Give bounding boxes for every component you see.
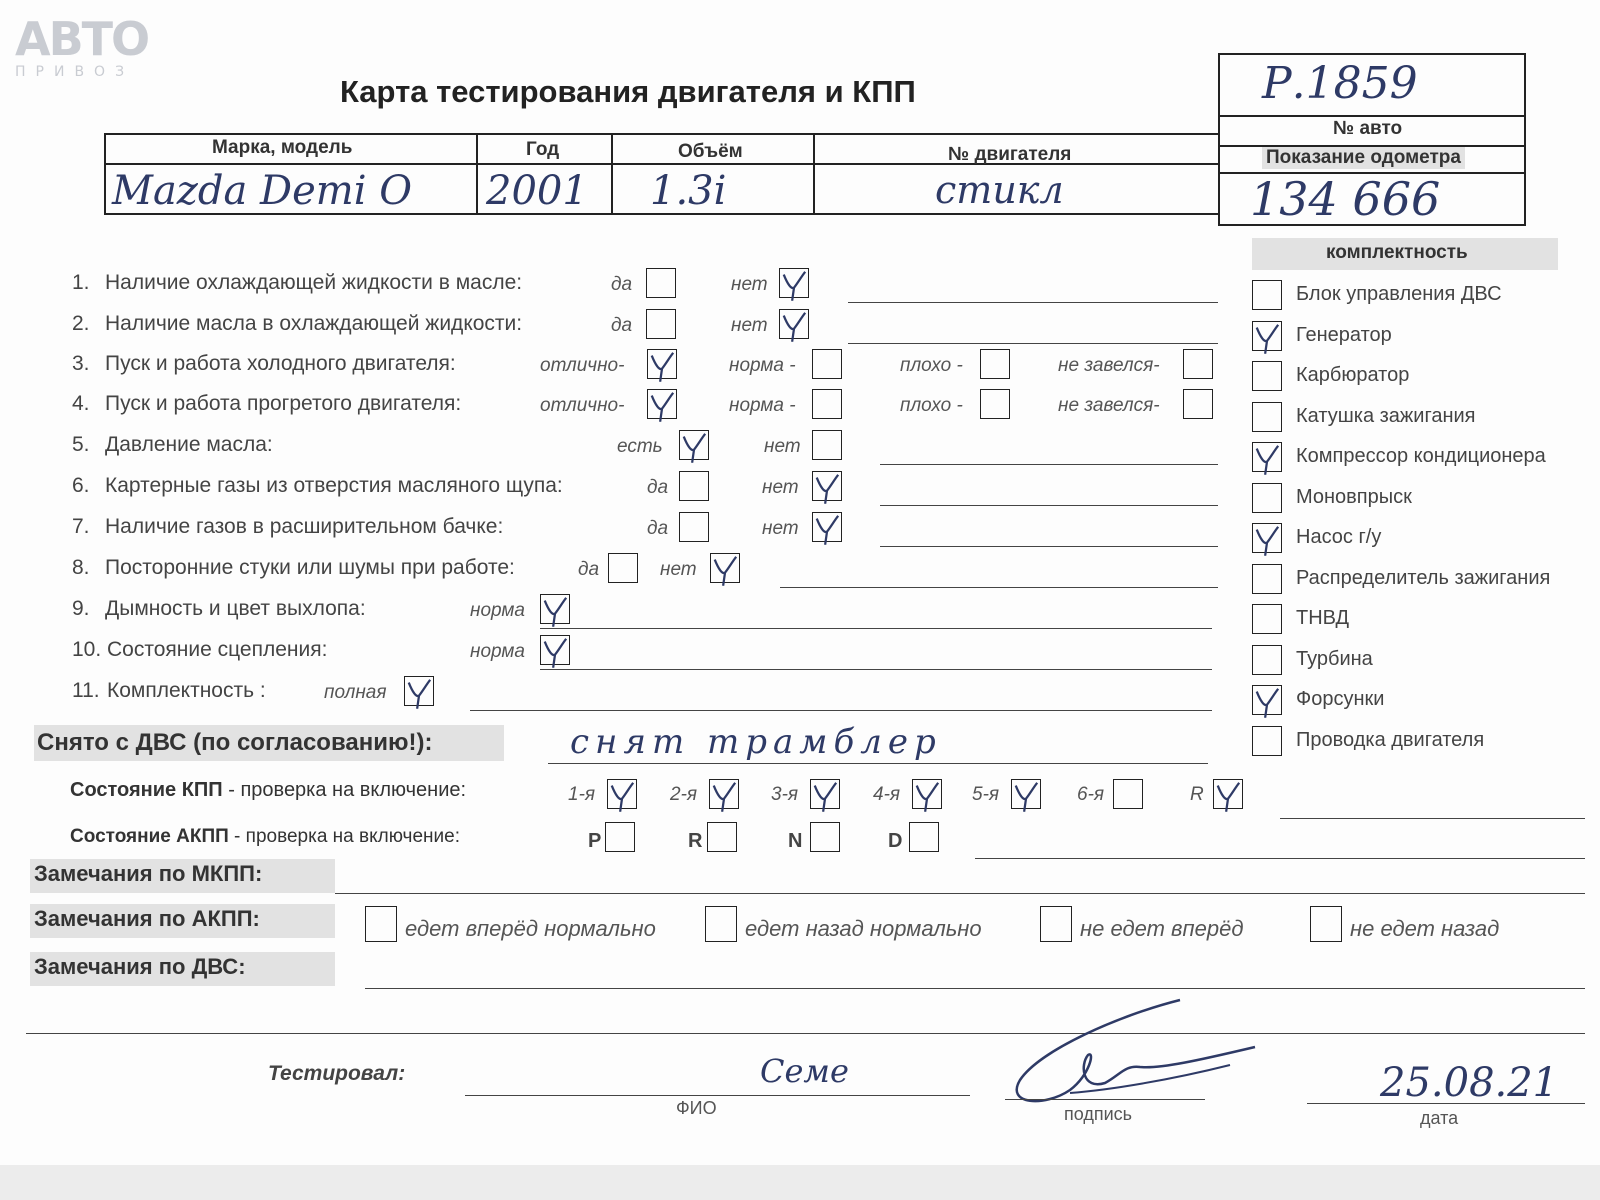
completeness-checkbox[interactable]: [1252, 685, 1282, 715]
auto-no-label: № авто: [1333, 118, 1403, 139]
record-number: Р.1859: [1262, 58, 1418, 109]
check-option-label: да: [647, 477, 669, 498]
check-option-checkbox[interactable]: [646, 268, 676, 298]
check-option-checkbox[interactable]: [710, 553, 740, 583]
check-option-checkbox[interactable]: [404, 676, 434, 706]
check-option-label: норма -: [729, 355, 796, 376]
check-label: Наличие масла в охлаждающей жидкости:: [105, 312, 523, 335]
check-option-label: нет: [764, 436, 801, 457]
check-option-label: нет: [731, 274, 768, 295]
answer-line: [780, 587, 1218, 588]
tested-label: Тестировал:: [268, 1062, 406, 1085]
completeness-label: Насос г/у: [1296, 526, 1382, 548]
check-option-label: не завелся-: [1058, 355, 1160, 376]
check-number: 9.: [72, 597, 90, 620]
check-option-label: норма: [470, 641, 525, 662]
check-label: Пуск и работа прогретого двигателя:: [105, 392, 462, 415]
check-mark-icon: [811, 780, 839, 808]
gear-checkbox[interactable]: [912, 779, 942, 809]
completeness-checkbox[interactable]: [1252, 564, 1282, 594]
check-number: 7.: [72, 515, 90, 538]
check-number: 4.: [72, 392, 90, 415]
check-option-checkbox[interactable]: [812, 430, 842, 460]
check-label: Комплектность :: [107, 679, 266, 702]
removed-value: снят трамблер: [570, 722, 942, 762]
check-option-label: полная: [324, 682, 387, 703]
logo-text: АВТО: [15, 12, 149, 66]
check-option-label: отлично-: [540, 395, 625, 416]
check-option-checkbox[interactable]: [812, 471, 842, 501]
completeness-label: Компрессор кондиционера: [1296, 445, 1546, 467]
completeness-label: Карбюратор: [1296, 364, 1410, 386]
auto-mode-label: D: [888, 830, 903, 852]
completeness-checkbox[interactable]: [1252, 361, 1282, 391]
completeness-label: Моновпрыск: [1296, 485, 1412, 508]
completeness-label: Блок управления ДВС: [1296, 283, 1502, 305]
check-number: 6.: [72, 474, 90, 497]
year-value: 2001: [486, 168, 588, 214]
check-label: Давление масла:: [105, 433, 273, 456]
check-mark-icon: [711, 554, 739, 582]
check-number: 2.: [72, 312, 90, 335]
check-option-checkbox[interactable]: [647, 349, 677, 379]
check-option-checkbox[interactable]: [779, 268, 809, 298]
akpp-option-label: едет назад нормально: [745, 916, 982, 941]
check-option-label: отлично-: [540, 355, 625, 376]
akpp-option-label: не едет назад: [1350, 916, 1500, 941]
engine-no-value: стикл: [935, 168, 1064, 212]
check-option-label: норма -: [729, 395, 796, 416]
check-mark-icon: [710, 780, 738, 808]
gear-checkbox[interactable]: [1011, 779, 1041, 809]
check-option-checkbox[interactable]: [679, 512, 709, 542]
answer-line: [540, 669, 1212, 670]
signature-caption: подпись: [1064, 1104, 1133, 1124]
gear-checkbox[interactable]: [607, 779, 637, 809]
akpp-option-checkbox[interactable]: [365, 906, 397, 942]
akpp-option-checkbox[interactable]: [1040, 906, 1072, 942]
completeness-label: Катушка зажигания: [1296, 404, 1476, 427]
check-number: 10.: [72, 638, 102, 661]
akpp-option-label: не едет вперёд: [1080, 916, 1244, 941]
check-option-label: да: [611, 315, 633, 336]
answer-line: [880, 505, 1218, 506]
check-option-checkbox[interactable]: [812, 349, 842, 379]
check-label: Дымность и цвет выхлопа:: [105, 597, 366, 620]
check-mark-icon: [405, 677, 433, 705]
check-mark-icon: [1253, 443, 1281, 471]
completeness-checkbox[interactable]: [1252, 402, 1282, 432]
answer-line: [540, 628, 1212, 629]
check-option-checkbox[interactable]: [980, 349, 1010, 379]
check-option-checkbox[interactable]: [608, 553, 638, 583]
check-option-label: нет: [660, 559, 697, 580]
check-option-label: плохо -: [900, 395, 963, 416]
signature: [1000, 995, 1260, 1120]
check-option-checkbox[interactable]: [679, 430, 709, 460]
akpp-remarks-label: Замечания по АКПП:: [34, 906, 260, 931]
year-label: Год: [526, 139, 560, 160]
check-option-label: нет: [762, 518, 799, 539]
completeness-checkbox[interactable]: [1252, 483, 1282, 513]
gear-label: 2-я: [670, 784, 698, 805]
completeness-checkbox[interactable]: [1252, 523, 1282, 553]
answer-line: [848, 343, 1218, 344]
check-mark-icon: [780, 269, 808, 297]
completeness-checkbox[interactable]: [1252, 321, 1282, 351]
check-label: Посторонние стуки или шумы при работе:: [105, 556, 515, 579]
check-label: Наличие охлаждающей жидкости в масле:: [105, 271, 523, 294]
check-option-label: есть: [617, 436, 663, 457]
check-mark-icon: [608, 780, 636, 808]
check-option-checkbox[interactable]: [779, 309, 809, 339]
check-option-label: плохо -: [900, 355, 963, 376]
check-option-checkbox[interactable]: [679, 471, 709, 501]
check-number: 11.: [72, 679, 100, 702]
check-mark-icon: [1253, 524, 1281, 552]
check-option-label: не завелся-: [1058, 395, 1160, 416]
auto-mode-checkbox[interactable]: [909, 822, 939, 852]
check-mark-icon: [813, 472, 841, 500]
completeness-checkbox[interactable]: [1252, 442, 1282, 472]
auto-mode-label: P: [588, 830, 602, 852]
logo-subtext: ПРИВОЗ: [15, 64, 135, 80]
volume-label: Объём: [678, 141, 743, 162]
check-option-label: да: [647, 518, 669, 539]
completeness-label: Проводка двигателя: [1296, 728, 1485, 751]
completeness-heading: комплектность: [1326, 242, 1468, 263]
mkpp-remarks-label: Замечания по МКПП:: [34, 861, 263, 886]
completeness-label: Турбина: [1296, 647, 1373, 670]
manual-gearbox-label: Состояние КПП - проверка на включение:: [70, 779, 467, 801]
name-caption: ФИО: [676, 1098, 717, 1118]
akpp-option-checkbox[interactable]: [705, 906, 737, 942]
gear-checkbox[interactable]: [709, 779, 739, 809]
check-option-checkbox[interactable]: [540, 635, 570, 665]
check-mark-icon: [648, 390, 676, 418]
check-mark-icon: [1253, 686, 1281, 714]
gear-checkbox[interactable]: [810, 779, 840, 809]
gear-label: 4-я: [873, 784, 901, 805]
answer-line: [470, 710, 1212, 711]
completeness-label: Форсунки: [1296, 688, 1385, 710]
check-mark-icon: [780, 310, 808, 338]
engine-no-label: № двигателя: [948, 144, 1072, 165]
auto-mode-label: N: [788, 830, 803, 852]
check-label: Картерные газы из отверстия масляного щупа:: [105, 474, 563, 497]
check-option-checkbox[interactable]: [980, 389, 1010, 419]
volume-value: 1.3i: [650, 168, 727, 214]
removed-label: Снято с ДВС (по согласованию!):: [37, 729, 433, 756]
gear-label: 6-я: [1077, 784, 1105, 805]
odometer-label: Показание одометра: [1262, 147, 1465, 169]
gear-label: 5-я: [972, 784, 1000, 805]
check-mark-icon: [913, 780, 941, 808]
completeness-checkbox[interactable]: [1252, 604, 1282, 634]
check-mark-icon: [813, 513, 841, 541]
gear-label: 1-я: [568, 784, 596, 805]
check-mark-icon: [1012, 780, 1040, 808]
gear-label: R: [1190, 784, 1204, 805]
check-number: 1.: [72, 271, 90, 294]
completeness-label: Распределитель зажигания: [1296, 566, 1551, 589]
completeness-checkbox[interactable]: [1252, 645, 1282, 675]
check-label: Наличие газов в расширительном бачке:: [105, 515, 504, 538]
akpp-option-checkbox[interactable]: [1310, 906, 1342, 942]
logo: [15, 12, 149, 80]
check-option-checkbox[interactable]: [1183, 349, 1213, 379]
dvs-remarks-label: Замечания по ДВС:: [34, 954, 246, 979]
check-option-checkbox[interactable]: [646, 309, 676, 339]
check-option-label: да: [611, 274, 633, 295]
check-mark-icon: [541, 595, 569, 623]
auto-mode-checkbox[interactable]: [810, 822, 840, 852]
check-number: 3.: [72, 352, 90, 375]
make-model-value: Mazda Demi O: [112, 168, 413, 214]
check-option-label: да: [578, 559, 600, 580]
completeness-checkbox[interactable]: [1252, 280, 1282, 310]
check-label: Состояние сцепления:: [107, 638, 328, 661]
check-mark-icon: [648, 350, 676, 378]
completeness-label: ТНВД: [1296, 607, 1350, 629]
make-model-label: Марка, модель: [212, 137, 353, 158]
check-number: 5.: [72, 433, 90, 456]
gear-checkbox[interactable]: [1213, 779, 1243, 809]
auto-mode-checkbox[interactable]: [707, 822, 737, 852]
check-number: 8.: [72, 556, 90, 579]
completeness-label: Генератор: [1296, 323, 1392, 346]
auto-mode-checkbox[interactable]: [605, 822, 635, 852]
check-mark-icon: [1214, 780, 1242, 808]
check-option-label: норма: [470, 600, 525, 621]
answer-line: [880, 464, 1218, 465]
check-option-checkbox[interactable]: [1183, 389, 1213, 419]
tester-name: Семе: [760, 1052, 849, 1090]
check-option-checkbox[interactable]: [540, 594, 570, 624]
date-value: 25.08.21: [1380, 1060, 1559, 1106]
auto-mode-label: R: [688, 830, 703, 852]
answer-line: [880, 546, 1218, 547]
check-option-checkbox[interactable]: [647, 389, 677, 419]
check-option-label: нет: [762, 477, 799, 498]
answer-line: [848, 302, 1218, 303]
date-caption: дата: [1420, 1108, 1459, 1128]
check-option-checkbox[interactable]: [812, 512, 842, 542]
scan-margin: [0, 1165, 1600, 1200]
gear-label: 3-я: [771, 784, 799, 805]
check-mark-icon: [1253, 322, 1281, 350]
check-option-label: нет: [731, 315, 768, 336]
auto-gearbox-label: Состояние АКПП - проверка на включение:: [70, 826, 460, 847]
check-mark-icon: [541, 636, 569, 664]
page-title: Карта тестирования двигателя и КПП: [340, 74, 916, 109]
gear-checkbox[interactable]: [1113, 779, 1143, 809]
completeness-checkbox[interactable]: [1252, 726, 1282, 756]
akpp-option-label: едет вперёд нормально: [405, 916, 656, 941]
check-mark-icon: [680, 431, 708, 459]
odometer-value: 134 666: [1250, 172, 1441, 226]
check-option-checkbox[interactable]: [812, 389, 842, 419]
check-label: Пуск и работа холодного двигателя:: [105, 352, 456, 375]
